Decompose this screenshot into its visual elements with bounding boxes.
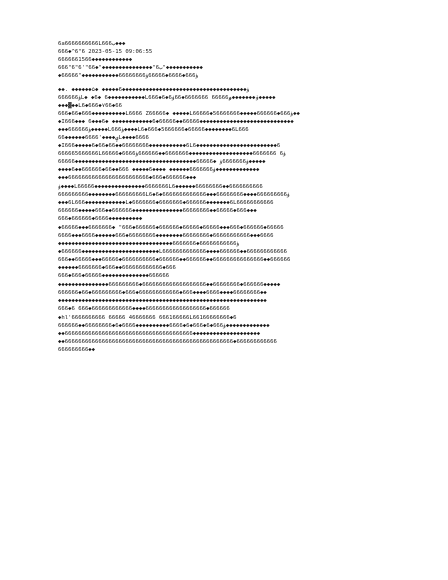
header-line: ◆ۈ666◆6666◆66666ۈ66666666◆◆◆◆◆◆◆◆◆◆◆"66666	[58, 73, 199, 79]
text-line: ۈ6666666ۈ ◆66666◆◆◆◆◆◆◆◆◆◆◆◆◆◆◆◆◆◆◆◆◆◆◆◆◆◆◆◆◆◆◆◆◆◆◆◆66666◆◆◆◆◆	[58, 159, 266, 165]
paragraph	[58, 281, 410, 313]
text-line: 666666666◆◆◆◆◆◆◆◆666666666L6◆6◆ۈ666666666◆◆◆◆66666666◆◆◆6666666666666	[58, 192, 290, 198]
header-title: 6a6666666666L666ب◆◆◆	[58, 41, 126, 47]
text-line: 666◆6 666◆666666666666◆◆◆◆666666666666666666◆666666	[58, 306, 230, 312]
text-line: ◆◆◆◆6◆◆666666◆66◆◆666 ◆◆◆◆◆6◆◆◆◆ ◆◆◆◆◆◆66ۈ66666◆◆◆◆◆◆◆◆◆◆◆◆◆	[58, 167, 260, 173]
text-line: 666666666◆◆	[58, 347, 96, 353]
text-line: ◆◆66666666666666666666666666666666666666◆◆◆◆◆◆◆◆◆◆◆◆◆◆◆◆◆◆◆◆	[58, 331, 261, 337]
text-line: 666◆◆66666◆◆◆66666◆6666666666◆666666◆◆666666◆◆666666666666666◆◆666666	[58, 257, 291, 263]
text-line: ◆◆◆666666ۈ◆◆◆◆◆L666ۈ◆◆◆◆L6◆666◆5666666◆66666◆◆◆◆◆◆◆◆6L666	[58, 127, 249, 133]
text-line: 666◆666666◆6666◆◆◆◆◆◆◆◆◆◆	[58, 216, 143, 222]
text-line: ◆◆◆◆◆◆◆◆◆◆◆◆◆◆◆◆◆◆◆◆◆◆◆◆◆◆◆◆◆◆◆◆◆◆◆◆◆◆◆◆◆◆◆◆◆◆◆◆◆◆◆◆◆◆◆◆◆◆◆◆◆◆	[58, 298, 267, 304]
text-line: ◆◆66666666666666666666666666666666666666666666666666◆666666666666	[58, 339, 277, 345]
document-header	[58, 40, 410, 80]
text-line: ◆◆◆6L666◆◆◆◆◆◆◆◆◆◆◆◆L◆6666666◆6666666◆666666◆◆◆◆◆◆◆6L66666666666	[58, 200, 274, 206]
paragraph	[58, 314, 410, 354]
paragraph	[58, 86, 410, 182]
text-line: 666665666666L66ۈ6 6666666◆◆◆◆◆◆◆◆◆◆◆◆◆◆◆◆◆◆◆6666666◆◆666666ۈ6666◆666	[58, 151, 286, 157]
text-line: ◆◆◆◆◆◆6666666◆666◆◆666666666666◆666	[58, 265, 176, 271]
text-line: 666◆66◆666◆◆◆◆◆◆◆◆◆◆L6666 Z66666◆ ◆◆◆◆◆L66666◆56666666◆◆◆◆◆666666◆ۈ666◆◆	[58, 111, 300, 117]
text-line: 6666◆◆◆6666◆◆◆◆◆◆666◆66666666◆◆◆◆◆◆◆◆66666666◆66666666666◆◆◆6666	[58, 233, 274, 239]
text-line: ◆◆◆666666666666666666666666◆666◆666666◆◆◆	[58, 175, 197, 181]
paragraph	[58, 224, 410, 280]
text-line: ۑ◆◆◆◆'6666◆◆◆◆◆◆66L◆◆◆◆6666	[58, 135, 149, 141]
header-timestamp: 666◆^6"6 2023-05-15 09:06:55	[58, 49, 153, 55]
text-line: ◆◆◆◆◆◆◆◆◆◆◆◆◆◆◆666666666◆6666666666666666666◆◆66666666◆666666◆◆◆◆◆	[58, 282, 281, 288]
text-line: 666666◆66◆666666666◆666◆666666666666◆666◆◆◆◆6666◆◆◆◆66666666◆◆	[58, 290, 267, 296]
text-line: 666666◆◆◆◆◆666◆◆666666◆◆◆◆◆◆◆◆◆◆◆◆◆◆◆66666666◆◆66666◆666◆◆◆	[58, 208, 257, 214]
text-line: 666666ۈL◆ ◆6◆ 6◆◆◆◆◆◆◆◆◆◆◆L666◆6◆ۈ◆◆◆◆◆◆◆۾66666 6666666◆66ۈ6◆◆◆◆◆	[58, 95, 276, 101]
text-line: 666◆666◆66666◆◆◆◆◆◆◆◆◆◆◆◆◆◆666666	[58, 273, 170, 279]
header-line: 6666661566◆◆◆◆◆◆◆◆◆◆◆◆	[58, 57, 133, 63]
text-line: ◆66666◆◆◆6666666◆ "666◆666666◆666666◆66666◆66666◆◆◆666◆666666◆66666	[58, 225, 284, 231]
text-line: ◆◆◆◆◆◆◆◆◆◆◆◆◆◆◆◆◆◆◆◆◆◆◆◆◆◆◆◆◆◆◆◆◆◆6666666◆666666ۈ66666	[58, 241, 240, 247]
text-line: ◆◆◆▓◆◆L6◆666◆۷66◆66	[58, 103, 122, 109]
paragraph	[58, 183, 410, 223]
text-line: ◆666666◆◆◆◆◆◆◆◆◆◆◆◆◆◆◆◆◆◆◆◆◆◆◆L6666666666666◆◆◆◆666666◆◆666666666666	[58, 249, 288, 255]
header-line: 666"6"ب6"◆◆◆◆◆◆◆◆◆◆◆◆◆◆◆"◆66"'6"◆◆◆◆◆◆◆◆◆◆◆	[58, 65, 203, 71]
text-line: ◆◆. ◆◆◆◆◆◆۵◆ ◆◆◆◆◆ۈ◆◆◆◆◆◆◆◆◆◆◆◆◆◆◆◆◆◆◆◆◆◆◆◆◆◆◆◆◆◆◆◆◆◆◆◆◆6	[58, 87, 250, 93]
text-line: 666ۈ666◆6◆666◆6◆6666◆◆◆◆◆◆◆◆◆◆6666◆6◆66666666◆◆666◆◆◆◆◆◆◆◆◆◆◆◆◆	[58, 323, 270, 329]
document-page	[58, 40, 410, 354]
text-line: ◆hl'6666666666 66666 46666666 666166666L66166666666◆6	[58, 315, 237, 321]
text-line: ۈ◆◆◆◆L66666◆◆◆◆◆◆◆◆◆◆◆◆◆◆◆6666666L6◆◆◆◆◆◆66666666◆◆6666666666	[58, 184, 263, 190]
text-line: ◆I666◆◆◆ 6◆◆◆6◆ ◆◆◆◆◆◆◆◆◆◆◆◆6◆66666◆◆66666◆◆◆◆◆◆◆◆◆◆◆◆◆◆◆◆◆◆◆◆◆◆◆◆◆◆◆◆	[58, 119, 294, 125]
text-line: ◆I666◆◆◆◆◆6◆66◆66◆◆66666666◆◆◆◆◆◆◆◆◆◆◆6L6◆◆◆◆◆◆◆◆◆◆◆◆◆◆◆◆◆◆◆◆◆◆◆◆6	[58, 143, 281, 149]
